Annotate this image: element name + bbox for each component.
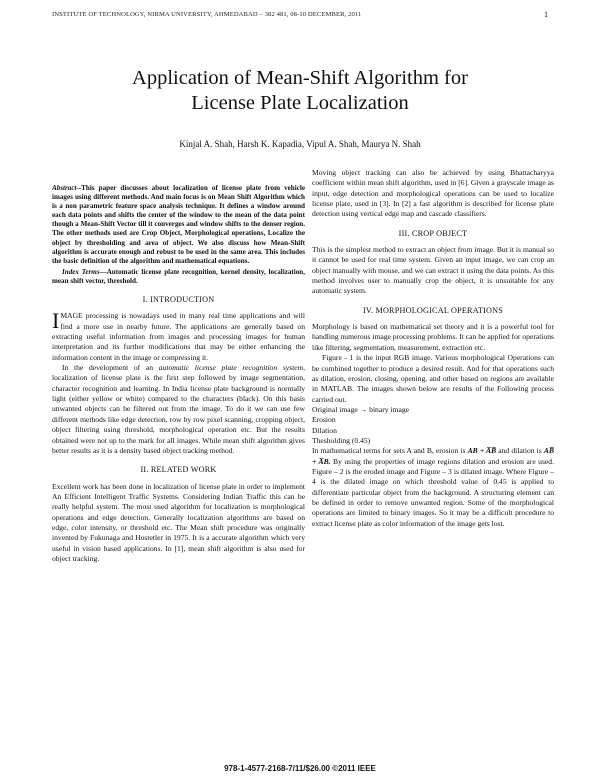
related-paragraph-1: Excellent work has been done in localization of license plate in order to implement An Efficient Intelligent Traffic Systems. Considering Indian Traffic this can be really helpful system. The most used algorithm for localization is morphological operations and edge detection. Generally localization algorithms are based on edge, color intensity, or threshold etc. The Mean shift procedure was originally invented by Fukunaga and Hostetler in 1975. It is a accurate algorithm which very useful in vision based applications. In [1], mean shift algorithm is also used for object tracking.: [52, 481, 305, 563]
title-line-2: License Plate Localization: [191, 92, 409, 114]
drop-cap: I: [52, 308, 60, 334]
morph-paragraph-3: [312, 446, 554, 529]
morph-paragraph-1: Morphology is based on mathematical set theory and it is a powerful tool for handling numerous image processing problems. It can be applied for operations like filtering, segmentation, measurement, extraction etc.: [312, 322, 554, 352]
abstract: [52, 184, 305, 266]
running-head: INSTITUTE OF TECHNOLOGY, NIRMA UNIVERSITY, AHMEDABAD – 382 481, 08-10 DECEMBER, 2011: [52, 11, 362, 18]
copyright-footer: 978-1-4577-2168-7/11/$26.00 ©2011 IEEE: [224, 764, 376, 773]
index-terms-text: —Automatic license plate recognition, kernel density, localization, mean shift vector, threshold.: [52, 267, 305, 285]
morph-p3-a: In mathematical terms for sets A and B, erosion is: [312, 446, 468, 456]
morph-list-item: Dilation: [312, 425, 337, 435]
intro-paragraph-2: [52, 363, 305, 456]
author-list: Kinjal A. Shah, Harsh K. Kapadia, Vipul A. Shah, Maurya N. Shah: [179, 139, 421, 149]
section-heading-introduction: I. INTRODUCTION: [142, 295, 215, 305]
intro-p2-pre: In the development of an: [62, 363, 159, 373]
related-paragraph-2: Moving object tracking can also be achieved by using Bhattacharyya coefficient within mean shift algorithm, used in [6]. Given a grayscale image as input, edge detection and morphological operations can be used to localize license plate, used in [3]. In [2] a fast algorithm is described for license plate detection using vertical edge map and cascade classifiers.: [312, 168, 554, 219]
section-heading-morphological: IV. MORPHOLOGICAL OPERATIONS: [362, 305, 504, 315]
left-column: [52, 184, 305, 564]
page-number: 1: [544, 10, 548, 19]
intro-paragraph-1: [52, 308, 305, 363]
morph-p3-b: and dilation is: [496, 446, 544, 456]
abstract-text: --This paper discusses about localization of license plate from vehicle images using different methods. And main focus is on Mean Shift Algorithm which is a non parametric feature space analysis technique. It defines a window around each data points and shifts the center of the window to the mean of the data point though a Mean-Shift Vector till it converges and window shifts to the denser region. The other methods used are Crop Object, Morphological operations, Localize the object by thresholding and area of object. We also discuss how Mean-Shift algorithm is accurate enough and robust to be used in the same area. This includes the basic definition of the algorithm and mathematical equations.: [52, 184, 305, 265]
intro-p2-italic: automatic license plate recognition system: [158, 363, 304, 373]
morph-p3-c: By using the properties of image regions dilation and erosion are used. Figure – 2 is the eroded image and Figure – 3 is dilated image. Where Figure – 4 is the dilated image on which threshold value of 0.45 is applied to differentiate particular object from the background. A structuring element can be defined in order to remove unwanted region. Some of the morphological operations are limited to binary images. So it may be a difficult procedure to extract license plate as color information of the image gets lost.: [312, 456, 554, 528]
erosion-equation: AB + A̅B̅: [467, 446, 497, 456]
crop-paragraph-1: This is the simplest method to extract an object from image. But it is manual so it cannot be used for real time system. Given an input image, we can crop an object manually with mouse, and we can extract it using the data points. As this method involves user to manually crop the object, it is unsuitable for any automatic system.: [312, 245, 554, 296]
morph-list-item: Original image → binary image: [312, 404, 410, 414]
section-heading-related-work: II. RELATED WORK: [140, 465, 217, 475]
right-column: [312, 168, 554, 529]
morph-paragraph-2: Figure - 1 is the input RGB image. Various morphological Operations can be combined together to produce a desired result. And for that operations such as dilation, erosion, closing, opening, and other based on regions are available in MATLAB. The images shown below are results of the Following process carried out.: [312, 353, 554, 404]
morph-list-item: Thesholding (0.45): [312, 435, 371, 445]
index-terms-label: Index Terms: [62, 267, 100, 276]
section-heading-crop-object: III. CROP OBJECT: [398, 228, 468, 238]
paper-title: [40, 66, 560, 116]
title-line-1: Application of Mean-Shift Algorithm for: [132, 67, 468, 89]
intro-p1-text: MAGE processing is nowadays used in many real time applications and will find a more use in nearby future. The applications are generally based on extracting useful information from images and processing images for human interpretation and its further modifications that may be either enhancing the information content in the image or compressing it.: [52, 311, 305, 362]
intro-p2-post: , localization of license plate is the first step followed by image segmentation, character recognition and learning. In India license plate background is normally light (either yellow or white) compared to the characters (black). On this basis unwanted objects can be filtered out from the image. To do it we can use few different methods like edge detection, row by row pixel scanning, cropping object, object filtering using threshold, morphological operation etc. But the results obtained were not up to the mark for all images. While mean shift algorithm gives better results as it is a density based object tracking method.: [52, 363, 305, 455]
morph-list-item: Erosion: [312, 415, 336, 425]
abstract-label: Abstract: [52, 184, 77, 192]
index-terms: [52, 268, 305, 286]
dilation-equation: AB̅ + A̅B.: [312, 446, 555, 466]
